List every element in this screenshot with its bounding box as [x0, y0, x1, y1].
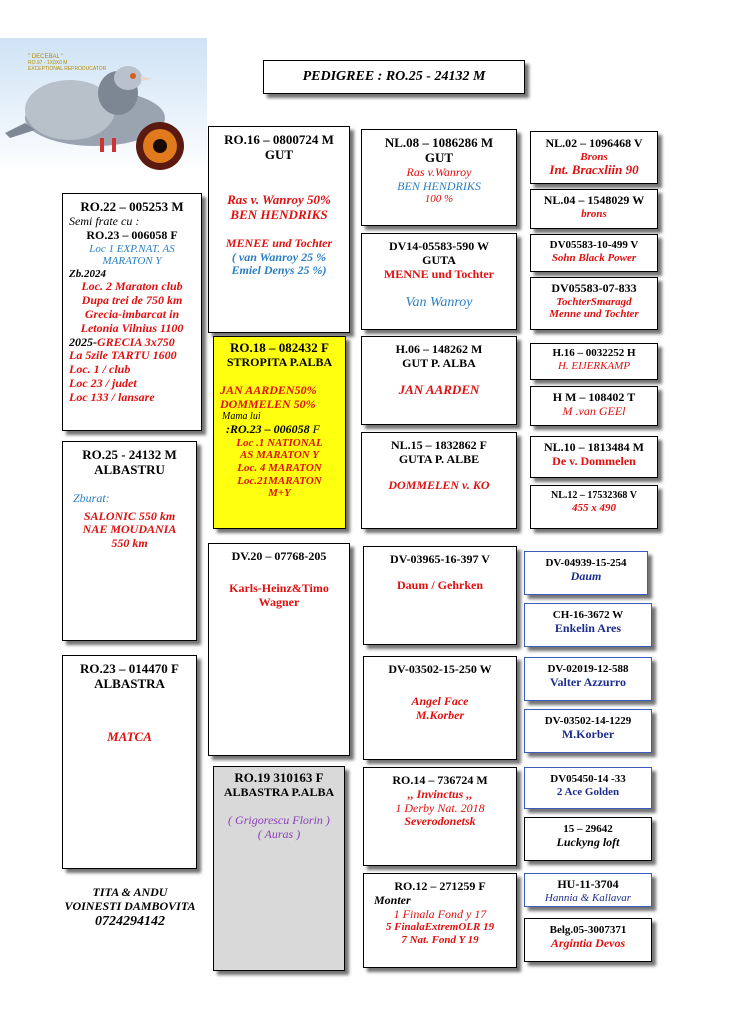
card-ring: H.06 – 148262 M: [395, 342, 483, 356]
card-ring: CH-16-3672 W: [552, 609, 624, 621]
card-line: Loc 23 / judet: [69, 376, 137, 391]
logo-line-3: EXCEPTIONAL REPRODUCATOR: [28, 65, 107, 72]
card-line: 1 Derby Nat. 2018: [395, 800, 485, 815]
ancestor-card-6: [530, 386, 658, 426]
card-line: MARATON Y: [102, 255, 162, 268]
card-line: Hannia & Kallavar: [544, 891, 632, 904]
breeder-line: VOINESTI DAMBOVITA: [64, 898, 196, 913]
card-line: Van Wanroy: [405, 295, 473, 311]
logo-line-2: RO.97 - 1X0X0 M: [28, 59, 68, 66]
ancestor-card-8: [530, 485, 658, 529]
ancestor-card-4: [530, 277, 658, 330]
card-line: JAN AARDEN: [398, 381, 480, 397]
card-line: MENEE und Tochter: [225, 235, 333, 250]
card-line: M+Y: [268, 487, 291, 500]
card-line: NAE MOUDANIA: [82, 522, 177, 537]
race-text: GRECIA 3x750: [97, 334, 175, 349]
pigeon-logo-image: [0, 38, 207, 173]
card-line: [214, 423, 345, 437]
card-ring: NL.02 – 1096468 V: [545, 136, 643, 150]
dv20-card: [208, 543, 350, 756]
ancestor-card-12: [524, 709, 652, 753]
page-title: PEDIGREE : RO.25 - 24132 M: [302, 69, 486, 84]
ancestor-card-3: [530, 234, 658, 272]
card-line: GUT: [264, 146, 294, 162]
card-line: STROPITA P.ALBA: [226, 354, 333, 369]
card-ring: NL.04 – 1548029 W: [543, 193, 645, 207]
card-line: Loc. 1 / club: [69, 362, 131, 377]
card-line: 100 %: [424, 193, 454, 206]
card-line: M .van GEEl: [562, 403, 626, 418]
card-ring: H.16 – 0032252 H: [552, 347, 636, 359]
card-line: SALONIC 550 km: [83, 508, 176, 523]
card-line: ALBASTRA: [94, 675, 165, 691]
card-line: Int. Bracxliin 90: [549, 162, 639, 178]
card-line: Wagner: [258, 594, 300, 609]
ancestor-card-7: [530, 436, 658, 478]
dv03965-card: [363, 546, 517, 645]
dv14-card: [361, 233, 517, 330]
card-line: Daum: [570, 568, 602, 583]
subject-card: [62, 441, 197, 641]
card-line: Zb.2024: [69, 267, 106, 280]
card-ring: DV14-05583-590 W: [388, 239, 490, 253]
pedigree-title-box: [263, 60, 525, 94]
card-line: Monter: [374, 892, 411, 907]
card-ring: DV-03965-16-397 V: [390, 552, 490, 566]
card-line: Karls-Heinz&Timo: [229, 580, 329, 595]
logo-caption: [28, 54, 118, 72]
card-ring: NL.12 – 17532368 V: [551, 490, 637, 501]
card-line: De v. Dommelen: [552, 453, 636, 468]
card-ring: DV-03502-15-250 W: [388, 662, 492, 676]
card-ring: DV.20 – 07768-205: [231, 549, 327, 563]
card-line: GUT P. ALBA: [402, 355, 476, 370]
card-line: ALBASTRA P.ALBA: [223, 784, 335, 799]
card-line: GUTA P. ALBE: [398, 451, 480, 466]
card-line: Argintia Devos: [550, 935, 626, 950]
card-line: GUTA: [422, 252, 456, 267]
card-ring: RO.16 – 0800724 M: [224, 132, 334, 147]
card-line: Brons: [580, 150, 608, 163]
card-line: MENNE und Tochter: [383, 266, 495, 281]
card-line: Loc. 4 MARATON: [237, 461, 322, 474]
card-ring: RO.25 - 24132 M: [82, 447, 177, 462]
ring-text: :RO.23 – 006058: [226, 421, 310, 436]
card-line: 2 Ace Golden: [556, 785, 620, 798]
ancestor-card-14: [524, 817, 652, 861]
card-line: JAN AARDEN50%: [220, 382, 317, 397]
card-line: Loc 1 EXP.NAT. AS: [89, 242, 175, 255]
card-line: Semi frate cu :: [69, 213, 140, 228]
card-ring: H M – 108402 T: [552, 390, 636, 404]
card-line: BEN HENDRIKS: [230, 206, 328, 222]
ancestor-card-11: [524, 657, 652, 701]
card-line: M.Korber: [415, 707, 465, 722]
card-line: Ras v. Wanroy 50%: [227, 191, 331, 207]
card-ring: RO.14 – 736724 M: [392, 773, 488, 787]
card-ring: DV05450-14 -33: [550, 773, 626, 785]
card-line: [63, 336, 201, 350]
card-line: Valter Azzurro: [549, 674, 627, 689]
card-line: Ras v.Wanroy: [406, 164, 472, 179]
card-line: Dupa trei de 750 km: [81, 293, 183, 308]
card-line: RO.23 – 006058 F: [86, 227, 178, 242]
card-line: 5 FinalaExtremOLR 19: [385, 921, 495, 934]
ancestor-card-2: [530, 189, 658, 229]
card-line: Grecia-imbarcat in: [84, 307, 180, 322]
card-ring: 15 – 29642: [563, 823, 613, 835]
card-line: M.Korber: [561, 726, 615, 741]
card-line: GUT: [424, 149, 454, 165]
card-line: DOMMELEN v. KO: [388, 477, 490, 492]
card-ring: NL.08 – 1086286 M: [384, 135, 494, 150]
card-line: Menne und Tochter: [549, 308, 639, 321]
ancestor-card-16: [524, 918, 652, 962]
card-ring: DV05583-10-499 V: [549, 239, 639, 251]
card-line: 1 Finala Fond y 17: [393, 906, 487, 921]
card-line: Loc 133 / lansare: [69, 389, 155, 404]
card-line: ( Grigorescu Florin ): [228, 812, 330, 827]
card-ring: RO.22 – 005253 M: [80, 199, 184, 214]
card-line: brons: [581, 207, 607, 220]
h06-card: [361, 336, 517, 425]
card-line: ( van Wanroy 25 %: [231, 249, 327, 264]
card-line: Letonia Vilnius 1100: [80, 320, 184, 335]
card-line: 550 km: [111, 536, 148, 551]
card-ring: NL.15 – 1832862 F: [391, 438, 487, 452]
nl15-card: [361, 432, 517, 529]
card-ring: DV-02019-12-588: [547, 663, 629, 675]
card-line: Enkelin Ares: [554, 620, 622, 635]
card-ring: NL.10 – 1813484 M: [544, 440, 644, 454]
breeder-line: TITA & ANDU: [92, 885, 168, 899]
card-line: ( Auras ): [257, 826, 301, 841]
card-line: Mama lui: [222, 411, 261, 423]
card-line: ALBASTRU: [94, 461, 165, 477]
dv03502-card: [363, 656, 517, 760]
card-ring: RO.19 310163 F: [234, 770, 324, 785]
breeder-info: [40, 886, 220, 930]
card-line: H. EIJERKAMP: [557, 359, 631, 372]
nl08-card: [361, 129, 517, 226]
card-ring: RO.12 – 271259 F: [394, 879, 486, 893]
card-ring: HU-11-3704: [557, 877, 619, 891]
ancestor-card-5: [530, 343, 658, 380]
card-line: Luckyng loft: [556, 834, 620, 849]
card-ring: DV05583-07-833: [551, 281, 637, 295]
card-line: Loc .1 NATIONAL: [236, 436, 323, 449]
card-line: DOMMELEN 50%: [220, 396, 316, 411]
card-ring: DV-03502-14-1229: [544, 715, 632, 727]
breeder-phone: 0724294142: [95, 913, 165, 929]
ro14-card: [363, 767, 517, 866]
card-ring: RO.18 – 082432 F: [230, 340, 329, 355]
year-text: 2025-: [69, 334, 97, 349]
card-ring: Belg.05-3007371: [549, 924, 627, 936]
ancestor-card-10: [524, 603, 652, 647]
ancestor-card-1: [530, 131, 658, 184]
ro12-card: [363, 873, 517, 968]
ancestor-card-9: [524, 551, 648, 595]
card-line: BEN HENDRIKS: [397, 178, 481, 193]
card-line: 455 x 490: [572, 501, 616, 514]
sire-brother-card: [62, 193, 202, 431]
card-line: 7 Nat. Fond Y 19: [401, 934, 479, 947]
card-line: Angel Face: [411, 693, 469, 708]
sex-text: F: [309, 421, 321, 436]
card-line: Zburat:: [73, 490, 110, 505]
card-line: ,, Invinctus ,,: [407, 786, 473, 801]
card-line: MATCA: [107, 728, 152, 744]
ancestor-card-15: [524, 873, 652, 907]
card-ring: RO.23 – 014470 F: [80, 661, 179, 676]
logo-line-1: " DECEBAL ": [28, 54, 64, 60]
card-line: Sohn Black Power: [551, 251, 637, 264]
ancestor-card-13: [524, 767, 652, 809]
sire-card: [208, 126, 350, 333]
card-line: La 5zile TARTU 1600: [69, 348, 177, 363]
dam-card: [213, 336, 346, 529]
card-line: Daum / Gehrken: [396, 577, 483, 592]
ro19-card: [213, 766, 345, 971]
card-line: Severodonetsk: [404, 814, 476, 829]
card-line: AS MARATON Y: [239, 449, 320, 462]
dam-main-card: [62, 655, 197, 869]
card-line: Loc.21MARATON: [237, 474, 322, 487]
card-line: TochterSmaragd: [556, 295, 632, 308]
card-line: Emiel Denys 25 %): [231, 263, 327, 278]
card-ring: DV-04939-15-254: [545, 557, 627, 569]
card-line: Loc. 2 Maraton club: [81, 279, 183, 294]
